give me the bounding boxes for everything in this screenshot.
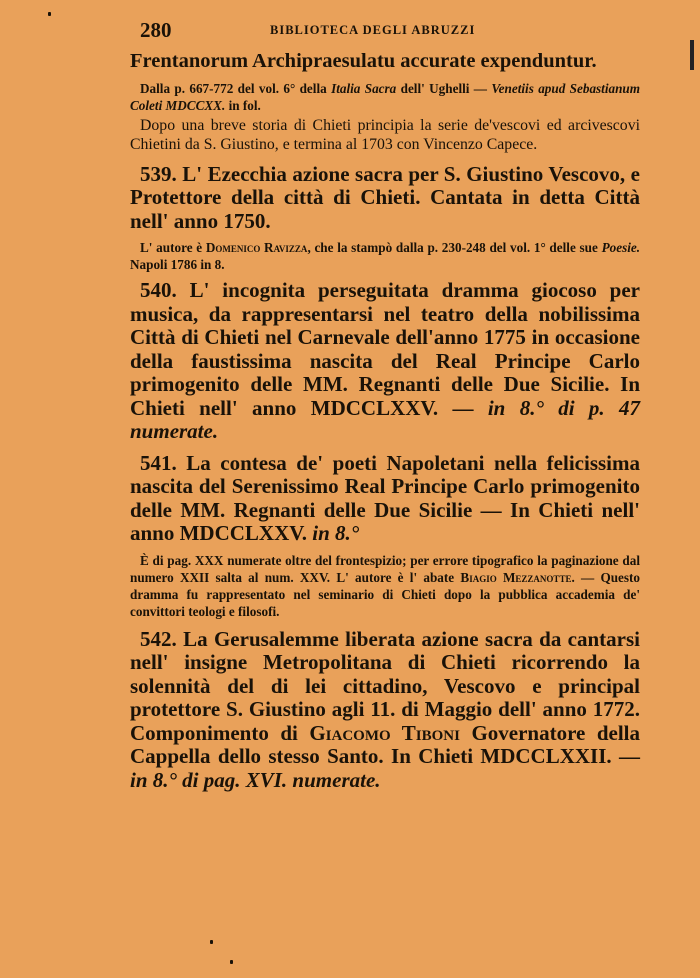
entry-number: 540. <box>140 278 177 302</box>
ink-speck <box>210 940 213 944</box>
ink-speck <box>48 12 51 16</box>
entry-539 <box>130 163 640 234</box>
intro-comment: Dopo una breve storia di Chieti principia la serie de'vescovi ed arcivescovi Chietini da S. Giustino, e termina al 1703 con Vincenzo Capece. <box>130 116 640 153</box>
entry-author: Giacomo Tiboni <box>309 720 460 745</box>
entry-format: in 8.° <box>312 521 360 545</box>
page-body <box>130 50 640 792</box>
running-title: BIBLIOTECA DEGLI ABRUZZI <box>270 23 476 37</box>
page-edge-mark <box>690 40 694 70</box>
entry-format: in 8.° di p. 47 numerate. <box>130 395 641 443</box>
entry-title: L' incognita perseguitata dramma giocoso per musica, da rappresentarsi nel teatro della nobilissima Città di Chieti nel Carnevale dell'anno 1775 in occasione della faustissima nascita del Real Principe Carlo primogenito delle MM. Regnanti delle Due Sicilie. In Chieti nell' anno MDCCLXXV. — <box>130 278 640 420</box>
intro-bibliographic-note: Dalla p. 667-772 del vol. 6° della Italia Sacra dell' Ughelli — Venetiis apud Sebastianum Coleti MDCCXX. in fol. <box>130 80 641 113</box>
entry-format: in 8.° di pag. XVI. numerate. <box>130 767 381 792</box>
entry-number: 539. <box>140 161 177 186</box>
page-header <box>140 18 660 42</box>
entry-542 <box>130 628 640 793</box>
entry-number: 541. <box>140 450 177 475</box>
entry-title: La contesa de' poeti Napoletani nella felicissima nascita del Serenissimo Real Principe Carlo primogenito delle MM. Regnanti delle Due Sicilie — In Chieti nell' anno MDCCLXXV. <box>130 450 640 545</box>
entry-539-note: L' autore è Domenico Ravizza, che la stampò dalla p. 230-248 del vol. 1° delle sue Poesie. Napoli 1786 in 8. <box>130 240 641 272</box>
entry-541-note: È di pag. XXX numerate oltre del frontespizio; per errore tipografico la paginazione dal numero XXII salta al num. XXV. L' autore è l' abate Biagio Mezzanotte. — Questo dramma fu rappresentato nel seminario di Chieti dopo la pubblica accademia de' convittori teologi e filosofi. <box>130 552 641 619</box>
entry-title-lead: La Gerusalemme liberata azione sacra da cantarsi nell' insigne Metropolitana di Chieti ricorrendo la solennità del di lei cittadino, Vescovo e principal protettore S. Giustino agli 11. di Maggio dell' anno 1772. Componimento di <box>130 626 641 745</box>
entry-number: 542. <box>140 626 177 651</box>
entry-title: L' Ezecchia azione sacra per S. Giustino Vescovo, e Protettore della città di Chieti. Cantata in detta Città nell' anno 1750. <box>130 161 640 233</box>
page-number: 280 <box>140 18 172 42</box>
intro-title-tail: Frentanorum Archipraesulatu accurate expenduntur. <box>130 50 597 72</box>
entry-540 <box>130 279 640 444</box>
entry-541 <box>130 452 640 546</box>
entry-title-tail: Governatore della Cappella dello stesso Santo. In Chieti MDCCLXXII. — <box>130 720 640 768</box>
ink-speck <box>230 960 233 964</box>
